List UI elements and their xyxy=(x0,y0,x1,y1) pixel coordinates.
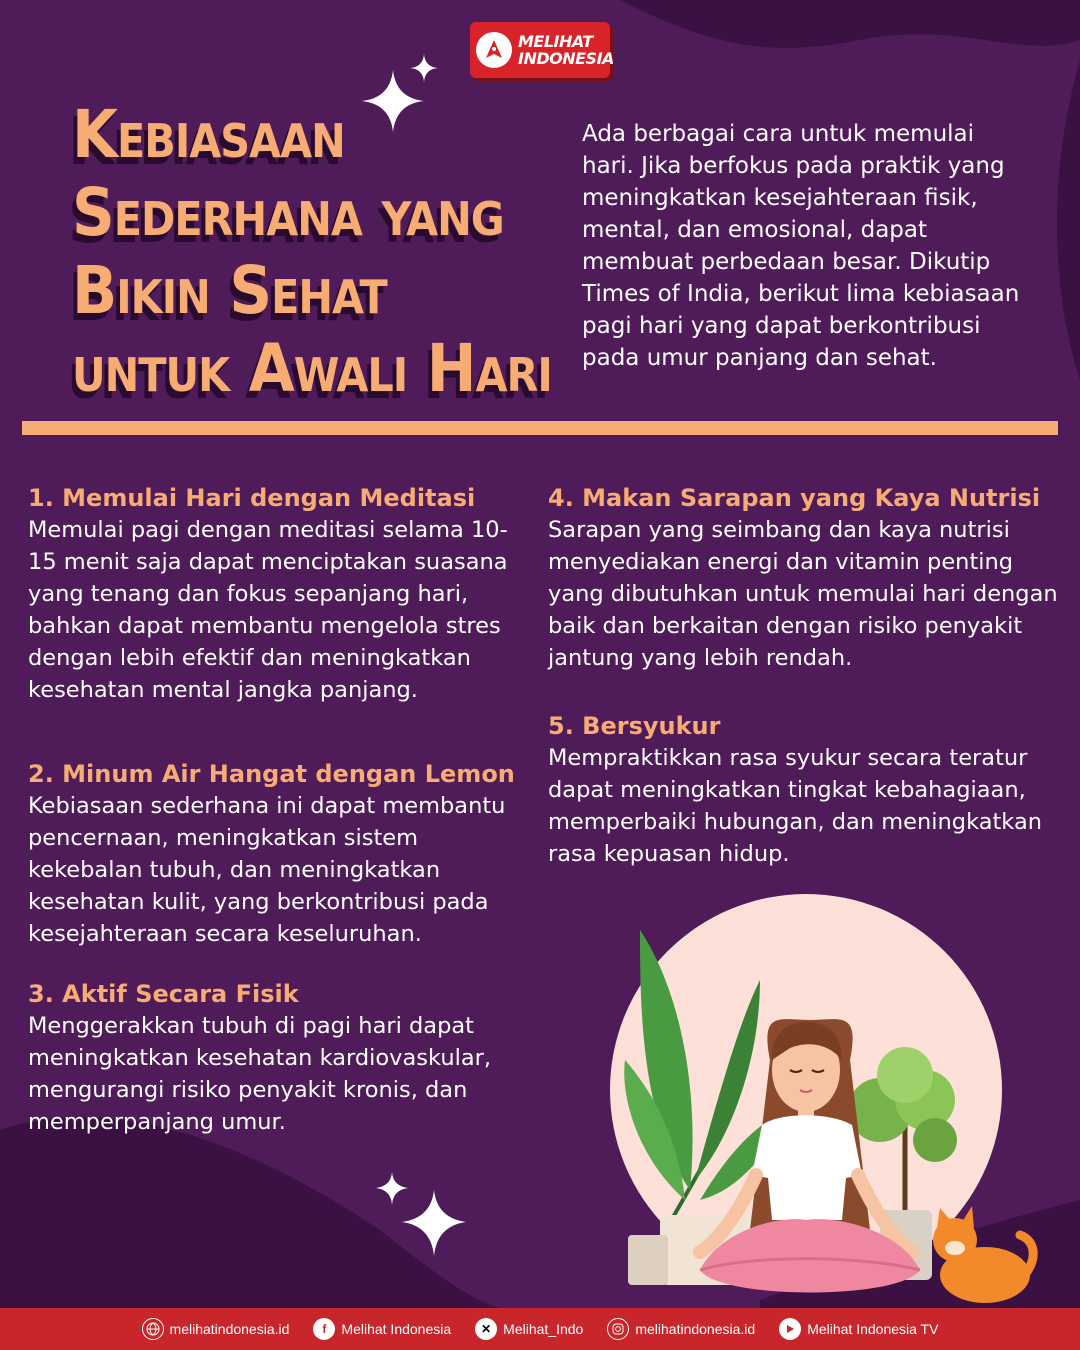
footer-youtube[interactable] xyxy=(779,1318,938,1340)
tip-item-1 xyxy=(28,482,528,706)
logo-line1: MELIHAT xyxy=(518,32,593,51)
footer-facebook[interactable] xyxy=(313,1318,451,1340)
facebook-label: Melihat Indonesia xyxy=(341,1321,452,1337)
youtube-label: Melihat Indonesia TV xyxy=(807,1321,939,1337)
logo-line2: INDONESIA xyxy=(518,49,614,68)
tip-heading: 3. Aktif Secara Fisik xyxy=(28,980,299,1008)
social-footer xyxy=(0,1308,1080,1350)
tip-body: Sarapan yang seimbang dan kaya nutrisi menyediakan energi dan vitamin penting yang dibutuhkan untuk memulai hari dengan baik dan berkaitan dengan risiko penyakit jantung yang lebih rendah. xyxy=(548,517,1058,671)
tip-body: Mempraktikkan rasa syukur secara teratur dapat meningkatkan tingkat kebahagiaan, memperbaiki hubungan, dan meningkatkan rasa kepuasan hidup. xyxy=(548,745,1042,867)
x-icon: ✕ xyxy=(475,1318,497,1340)
divider xyxy=(22,421,1058,435)
website-label: melihatindonesia.id xyxy=(169,1321,290,1337)
footer-website[interactable] xyxy=(142,1318,290,1340)
x-label: Melihat_Indo xyxy=(503,1321,584,1337)
tip-heading: 5. Bersyukur xyxy=(548,712,721,740)
intro-text: Ada berbagai cara untuk memulai hari. Jika berfokus pada praktik yang meningkatkan kesejahteraan fisik, mental, dan emosional, dapat membuat perbedaan besar. Dikutip Times of India, berikut lima kebiasaan pagi hari yang dapat berkontribusi pada umur panjang dan sehat. xyxy=(582,121,1020,371)
page-title: Kebiasaan Sederhana yang Bikin Sehat untuk Awali Hari xyxy=(72,96,552,407)
tip-item-2 xyxy=(28,758,528,950)
facebook-icon: f xyxy=(313,1318,335,1340)
instagram-icon xyxy=(607,1318,629,1340)
tip-item-3 xyxy=(28,978,528,1138)
globe-icon xyxy=(142,1318,164,1340)
footer-x[interactable] xyxy=(475,1318,583,1340)
footer-instagram[interactable] xyxy=(607,1318,755,1340)
tip-body: Memulai pagi dengan meditasi selama 10-15 menit saja dapat menciptakan suasana yang tenang dan fokus sepanjang hari, bahkan dapat membantu mengelola stres dengan lebih efektif dan meningkatkan kesehatan mental jangka panjang. xyxy=(28,517,508,703)
tip-heading: 4. Makan Sarapan yang Kaya Nutrisi xyxy=(548,484,1041,512)
tip-heading: 2. Minum Air Hangat dengan Lemon xyxy=(28,760,515,788)
tip-heading: 1. Memulai Hari dengan Meditasi xyxy=(28,484,476,512)
brand-logo-text xyxy=(518,33,614,67)
tip-item-5 xyxy=(548,710,1068,870)
pen-nib-icon xyxy=(476,32,512,68)
tip-body: Menggerakkan tubuh di pagi hari dapat meningkatkan kesehatan kardiovaskular, mengurangi risiko penyakit kronis, dan memperpanjang umur. xyxy=(28,1013,492,1135)
instagram-label: melihatindonesia.id xyxy=(635,1321,756,1337)
tip-item-4 xyxy=(548,482,1068,674)
tip-body: Kebiasaan sederhana ini dapat membantu pencernaan, meningkatkan sistem kekebalan tubuh, dan meningkatkan kesehatan kulit, yang berkontribusi pada kesejahteraan secara keseluruhan. xyxy=(28,793,506,947)
brand-logo xyxy=(470,22,614,78)
cat-icon xyxy=(933,1206,1033,1303)
youtube-icon xyxy=(779,1318,801,1340)
